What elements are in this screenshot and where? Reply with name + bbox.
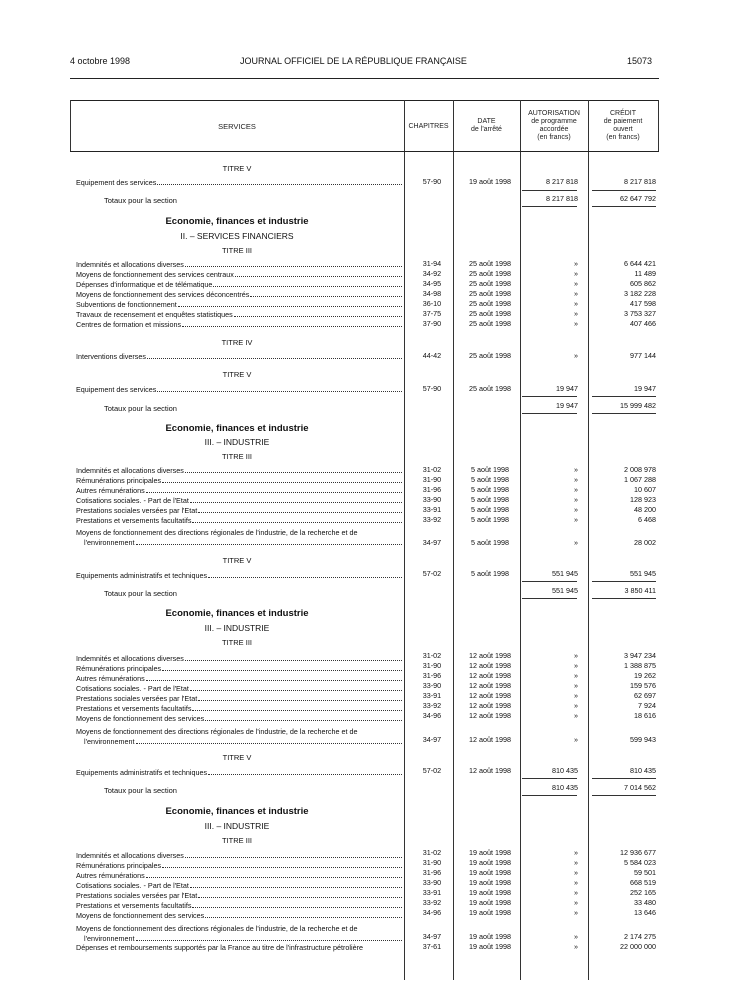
row-date: 12 août 1998 [469, 671, 511, 680]
row-date: 19 août 1998 [469, 177, 511, 186]
row-chapitre: 33-92 [422, 898, 442, 907]
col-header-date-l1: DATE [477, 118, 496, 125]
row-label: Equipements administratifs et techniques [76, 768, 402, 777]
row-date: 25 août 1998 [469, 279, 511, 288]
row-autorisation: » [574, 289, 578, 298]
row-date: 25 août 1998 [469, 269, 511, 278]
row-autorisation: » [574, 671, 578, 680]
table-right-border [658, 100, 659, 152]
row-autorisation: » [574, 932, 578, 941]
row-autorisation: » [574, 701, 578, 710]
section-title: Economie, finances et industrie [165, 216, 309, 227]
col-header-credit-l3: ouvert [613, 126, 633, 133]
section-subtitle: III. – INDUSTRIE [204, 437, 270, 447]
total-rule [522, 413, 577, 414]
row-label-line1: Moyens de fonctionnement des directions régionales de l'industrie, de la recherche et de [76, 528, 358, 537]
row-date: 5 août 1998 [471, 569, 509, 578]
row-date: 12 août 1998 [469, 766, 511, 775]
row-credit: 1 067 288 [624, 475, 656, 484]
total-rule [522, 190, 577, 191]
total-rule [592, 778, 656, 779]
row-chapitre: 33-92 [422, 701, 442, 710]
row-label: Equipement des services [76, 178, 402, 187]
row-chapitre: 34-98 [422, 289, 442, 298]
row-label: Subventions de fonctionnement [76, 300, 402, 309]
row-credit: 28 002 [634, 538, 656, 547]
row-date: 5 août 1998 [471, 505, 509, 514]
row-date: 25 août 1998 [469, 351, 511, 360]
col-header-autorisation [520, 110, 588, 142]
section-total-label: Totaux pour la section [104, 196, 177, 205]
row-chapitre: 33-90 [422, 681, 442, 690]
total-rule [522, 795, 577, 796]
row-chapitre: 31-90 [422, 858, 442, 867]
row-date: 19 août 1998 [469, 868, 511, 877]
row-credit: 417 598 [630, 299, 656, 308]
row-credit: 810 435 [630, 766, 656, 775]
row-date: 12 août 1998 [469, 661, 511, 670]
row-autorisation: » [574, 309, 578, 318]
row-autorisation: » [574, 495, 578, 504]
col-header-auto-l4: (en francs) [537, 134, 571, 141]
row-date: 5 août 1998 [471, 485, 509, 494]
row-autorisation: » [574, 299, 578, 308]
row-credit: 18 616 [634, 711, 656, 720]
row-chapitre: 34-97 [422, 932, 442, 941]
col-divider-chapitres [404, 100, 405, 980]
row-chapitre: 31-94 [422, 259, 442, 268]
row-chapitre: 33-91 [422, 888, 442, 897]
total-rule [522, 581, 577, 582]
section-total-label: Totaux pour la section [104, 589, 177, 598]
total-rule [592, 581, 656, 582]
col-header-services: SERVICES [218, 122, 256, 131]
row-credit: 62 697 [634, 691, 656, 700]
row-date: 19 août 1998 [469, 932, 511, 941]
total-rule [522, 396, 577, 397]
row-credit: 19 947 [634, 384, 656, 393]
section-title: Economie, finances et industrie [165, 806, 309, 817]
row-label: Cotisations sociales. - Part de l'Etat [76, 881, 402, 890]
row-autorisation: » [574, 898, 578, 907]
row-credit: 11 489 [634, 269, 656, 278]
row-credit: 159 576 [630, 681, 656, 690]
row-autorisation: 8 217 818 [546, 177, 578, 186]
row-chapitre: 33-91 [422, 505, 442, 514]
row-autorisation: 810 435 [552, 766, 578, 775]
total-rule [522, 206, 577, 207]
col-header-auto-l3: accordée [539, 126, 569, 133]
row-credit: 59 501 [634, 868, 656, 877]
row-autorisation: » [574, 848, 578, 857]
row-autorisation: » [574, 475, 578, 484]
row-date: 5 août 1998 [471, 538, 509, 547]
total-rule [592, 413, 656, 414]
row-date: 5 août 1998 [471, 495, 509, 504]
row-date: 12 août 1998 [469, 691, 511, 700]
row-credit: 3 182 228 [624, 289, 656, 298]
row-label: Moyens de fonctionnement des services [76, 911, 402, 920]
row-date: 19 août 1998 [469, 848, 511, 857]
col-header-credit-l1: CRÉDIT [609, 110, 637, 117]
row-autorisation: » [574, 691, 578, 700]
row-credit: 7 924 [638, 701, 656, 710]
row-autorisation: » [574, 515, 578, 524]
row-credit: 2 174 275 [624, 932, 656, 941]
row-label: Indemnités et allocations diverses [76, 654, 402, 663]
row-chapitre: 31-96 [422, 671, 442, 680]
row-date: 19 août 1998 [469, 858, 511, 867]
row-date: 12 août 1998 [469, 681, 511, 690]
row-chapitre: 57-02 [422, 766, 442, 775]
row-date: 19 août 1998 [469, 878, 511, 887]
section-titre: TITRE III [222, 246, 252, 255]
row-label-line2: l'environnement [84, 934, 402, 943]
row-credit: 10 607 [634, 485, 656, 494]
row-label-line2: l'environnement [84, 538, 402, 547]
total-rule [592, 190, 656, 191]
row-autorisation: » [574, 505, 578, 514]
row-date: 25 août 1998 [469, 309, 511, 318]
section-total-autorisation: 8 217 818 [546, 194, 578, 203]
col-header-credit-l4: (en francs) [606, 134, 640, 141]
row-autorisation: 551 945 [552, 569, 578, 578]
row-date: 25 août 1998 [469, 289, 511, 298]
section-title: Economie, finances et industrie [165, 608, 309, 619]
row-credit: 8 217 818 [624, 177, 656, 186]
row-credit: 33 480 [634, 898, 656, 907]
row-credit: 19 262 [634, 671, 656, 680]
total-rule [522, 598, 577, 599]
row-chapitre: 36-10 [422, 299, 442, 308]
row-label: Moyens de fonctionnement des services [76, 714, 402, 723]
row-label: Prestations et versements facultatifs [76, 704, 402, 713]
section-titre: TITRE III [222, 836, 252, 845]
row-label: Cotisations sociales. - Part de l'Etat [76, 684, 402, 693]
col-header-date-l2: de l'arrêté [471, 126, 502, 133]
row-label: Travaux de recensement et enquêtes statistiques [76, 310, 402, 319]
row-credit: 128 923 [630, 495, 656, 504]
row-credit: 22 000 000 [620, 942, 656, 951]
row-credit: 2 008 978 [624, 465, 656, 474]
row-chapitre: 33-92 [422, 515, 442, 524]
row-autorisation: » [574, 661, 578, 670]
total-rule [592, 598, 656, 599]
section-total-credit: 7 014 562 [624, 783, 656, 792]
row-autorisation: » [574, 351, 578, 360]
row-autorisation: » [574, 259, 578, 268]
row-chapitre: 31-02 [422, 848, 442, 857]
section-subtitle: II. – SERVICES FINANCIERS [180, 231, 294, 241]
row-date: 25 août 1998 [469, 319, 511, 328]
section-title: Economie, finances et industrie [165, 423, 309, 434]
row-label-line2: l'environnement [84, 737, 402, 746]
row-chapitre: 33-90 [422, 495, 442, 504]
row-autorisation: » [574, 538, 578, 547]
row-label: Prestations sociales versées par l'Etat [76, 891, 402, 900]
section-total-credit: 62 647 792 [620, 194, 656, 203]
section-total-autorisation: 810 435 [552, 783, 578, 792]
row-label: Equipements administratifs et techniques [76, 571, 402, 580]
header-bottom-rule [70, 151, 659, 152]
row-autorisation: » [574, 681, 578, 690]
row-label: Interventions diverses [76, 352, 402, 361]
row-label: Autres rémunérations [76, 674, 402, 683]
row-chapitre: 31-90 [422, 475, 442, 484]
page-number: 15073 [627, 56, 653, 66]
row-chapitre: 57-90 [422, 177, 442, 186]
row-autorisation: » [574, 942, 578, 951]
col-header-chapitres: CHAPITRES [408, 123, 449, 130]
row-date: 12 août 1998 [469, 735, 511, 744]
row-chapitre: 57-90 [422, 384, 442, 393]
row-chapitre: 31-96 [422, 868, 442, 877]
row-autorisation: » [574, 735, 578, 744]
row-autorisation: » [574, 878, 578, 887]
section-titre: TITRE V [222, 370, 252, 379]
row-chapitre: 34-97 [422, 735, 442, 744]
row-autorisation: » [574, 888, 578, 897]
row-label-line1: Moyens de fonctionnement des directions régionales de l'industrie, de la recherche et de [76, 727, 358, 736]
row-autorisation: » [574, 269, 578, 278]
section-titre: TITRE V [222, 164, 252, 173]
section-total-credit: 3 850 411 [624, 586, 656, 595]
page-date: 4 octobre 1998 [70, 56, 131, 66]
row-date: 25 août 1998 [469, 299, 511, 308]
row-label: Prestations et versements facultatifs [76, 901, 402, 910]
row-date: 25 août 1998 [469, 384, 511, 393]
row-credit: 12 936 677 [620, 848, 656, 857]
row-label: Indemnités et allocations diverses [76, 851, 402, 860]
row-label: Rémunérations principales [76, 861, 402, 870]
row-chapitre: 44-42 [422, 351, 442, 360]
row-date: 5 août 1998 [471, 475, 509, 484]
table-top-rule [70, 100, 659, 101]
row-credit: 48 200 [634, 505, 656, 514]
row-chapitre: 34-92 [422, 269, 442, 278]
row-credit: 5 584 023 [624, 858, 656, 867]
row-label: Equipement des services [76, 385, 402, 394]
total-rule [592, 206, 656, 207]
col-divider-date [453, 100, 454, 980]
row-credit: 252 165 [630, 888, 656, 897]
row-label: Autres rémunérations [76, 486, 402, 495]
row-credit: 977 144 [630, 351, 656, 360]
row-credit: 6 644 421 [624, 259, 656, 268]
row-chapitre: 34-95 [422, 279, 442, 288]
row-label: Indemnités et allocations diverses [76, 260, 402, 269]
row-credit: 551 945 [630, 569, 656, 578]
col-header-date [453, 118, 520, 134]
section-total-autorisation: 551 945 [552, 586, 578, 595]
row-chapitre: 34-97 [422, 538, 442, 547]
row-label: Moyens de fonctionnement des services centraux [76, 270, 402, 279]
row-label: Prestations sociales versées par l'Etat [76, 694, 402, 703]
row-chapitre: 34-96 [422, 908, 442, 917]
row-credit: 6 468 [638, 515, 656, 524]
row-chapitre: 33-91 [422, 691, 442, 700]
row-label: Dépenses et remboursements supportés par la France au titre de l'infrastructure pétrolière [76, 943, 364, 952]
section-titre: TITRE III [222, 452, 252, 461]
section-titre: TITRE IV [221, 338, 253, 347]
row-autorisation: » [574, 485, 578, 494]
section-total-credit: 15 999 482 [620, 401, 656, 410]
row-chapitre: 37-90 [422, 319, 442, 328]
row-credit: 13 646 [634, 908, 656, 917]
row-label: Dépenses d'informatique et de télématique [76, 280, 402, 289]
row-chapitre: 31-02 [422, 651, 442, 660]
row-credit: 599 943 [630, 735, 656, 744]
row-label: Centres de formation et missions [76, 320, 402, 329]
row-autorisation: 19 947 [556, 384, 578, 393]
row-chapitre: 31-02 [422, 465, 442, 474]
row-date: 19 août 1998 [469, 888, 511, 897]
row-autorisation: » [574, 279, 578, 288]
row-chapitre: 37-75 [422, 309, 442, 318]
section-titre: TITRE V [222, 753, 252, 762]
row-label: Autres rémunérations [76, 871, 402, 880]
row-autorisation: » [574, 868, 578, 877]
row-date: 12 août 1998 [469, 701, 511, 710]
row-label: Moyens de fonctionnement des services déconcentrés [76, 290, 402, 299]
section-subtitle: III. – INDUSTRIE [204, 821, 270, 831]
row-autorisation: » [574, 908, 578, 917]
row-credit: 3 947 234 [624, 651, 656, 660]
row-date: 5 août 1998 [471, 515, 509, 524]
row-date: 19 août 1998 [469, 942, 511, 951]
row-label: Rémunérations principales [76, 476, 402, 485]
row-label: Prestations et versements facultatifs [76, 516, 402, 525]
row-chapitre: 33-90 [422, 878, 442, 887]
header-rule [70, 78, 659, 79]
row-chapitre: 57-02 [422, 569, 442, 578]
col-header-credit-l2: de paiement [603, 118, 643, 125]
row-credit: 605 862 [630, 279, 656, 288]
row-credit: 3 753 327 [624, 309, 656, 318]
row-chapitre: 31-90 [422, 661, 442, 670]
row-date: 25 août 1998 [469, 259, 511, 268]
row-date: 5 août 1998 [471, 465, 509, 474]
row-label: Indemnités et allocations diverses [76, 466, 402, 475]
row-label: Prestations sociales versées par l'Etat [76, 506, 402, 515]
row-autorisation: » [574, 465, 578, 474]
section-titre: TITRE III [222, 638, 252, 647]
total-rule [522, 778, 577, 779]
row-chapitre: 34-96 [422, 711, 442, 720]
section-total-autorisation: 19 947 [556, 401, 578, 410]
col-header-auto-l1: AUTORISATION [528, 110, 580, 117]
row-autorisation: » [574, 711, 578, 720]
col-header-credit [588, 110, 658, 142]
row-credit: 407 466 [630, 319, 656, 328]
total-rule [592, 795, 656, 796]
section-titre: TITRE V [222, 556, 252, 565]
journal-title: JOURNAL OFFICIEL DE LA RÉPUBLIQUE FRANÇAISE [240, 56, 467, 66]
row-date: 19 août 1998 [469, 908, 511, 917]
row-chapitre: 31-96 [422, 485, 442, 494]
row-credit: 1 388 875 [624, 661, 656, 670]
row-label: Cotisations sociales. - Part de l'Etat [76, 496, 402, 505]
row-chapitre: 37-61 [422, 942, 442, 951]
row-credit: 668 519 [630, 878, 656, 887]
row-date: 12 août 1998 [469, 711, 511, 720]
section-total-label: Totaux pour la section [104, 404, 177, 413]
section-total-label: Totaux pour la section [104, 786, 177, 795]
total-rule [592, 396, 656, 397]
row-label-line1: Moyens de fonctionnement des directions régionales de l'industrie, de la recherche et de [76, 924, 358, 933]
row-label: Rémunérations principales [76, 664, 402, 673]
row-date: 12 août 1998 [469, 651, 511, 660]
col-header-auto-l2: de programme [531, 118, 577, 125]
row-autorisation: » [574, 651, 578, 660]
row-autorisation: » [574, 319, 578, 328]
row-date: 19 août 1998 [469, 898, 511, 907]
section-subtitle: III. – INDUSTRIE [204, 623, 270, 633]
row-autorisation: » [574, 858, 578, 867]
